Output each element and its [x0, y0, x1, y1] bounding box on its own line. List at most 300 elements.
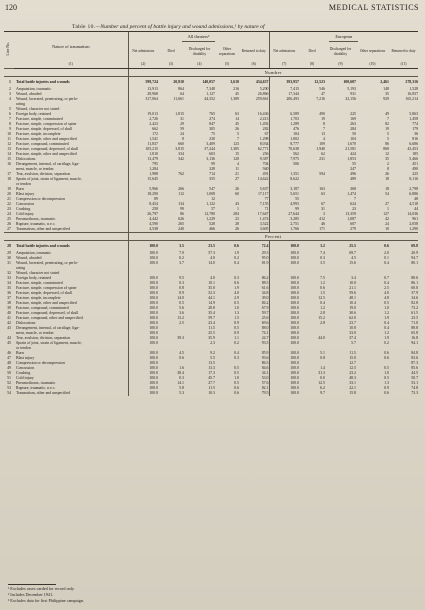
table-cell: 100.0: [128, 251, 158, 256]
row-label: Pneumothorax, traumatic: [16, 217, 56, 221]
table-cell: 11: [235, 167, 239, 171]
table-cell: 342: [178, 157, 184, 161]
table-cell: 21: [235, 172, 239, 176]
table-cell: 55: [269, 197, 299, 202]
table-cell: 94.7: [411, 256, 419, 260]
line-number: 34: [7, 281, 11, 285]
table-cell: 69.8: [411, 243, 419, 248]
table-cell: 931: [350, 92, 356, 96]
table-cell: 284: [233, 212, 239, 216]
line-number: 30: [7, 256, 11, 260]
table-cell: 0.5: [234, 301, 239, 305]
table-cell: 1.1: [234, 336, 239, 340]
row-label: Wound, abraded: [16, 92, 42, 96]
table-cell: 8: [182, 137, 184, 141]
table-cell: 0.6: [384, 243, 389, 248]
table-cell: 100.0: [128, 296, 158, 301]
line-number: 25: [7, 217, 11, 221]
line-number: 12: [7, 142, 11, 146]
table-cell: 1,988: [128, 172, 158, 177]
column-subheader: Net admissions: [269, 42, 299, 61]
table-cell: 69.7: [349, 251, 356, 255]
table-cell: 85.9: [261, 351, 269, 355]
table-cell: 17.3: [208, 371, 215, 375]
line-number: 9: [9, 127, 11, 131]
table-cell: 93.6: [261, 356, 269, 360]
table-cell: 0.6: [384, 391, 389, 395]
table-cell: 14.0: [208, 261, 215, 265]
table-cell: 84.6: [261, 366, 269, 370]
table-cell: 7: [354, 197, 356, 201]
line-number: 33: [7, 276, 11, 280]
table-cell: 31: [180, 117, 184, 121]
table-cell: 466: [209, 227, 215, 231]
table-cell: 6.2: [320, 386, 325, 390]
table-cell: 27.7: [208, 381, 215, 385]
table-cell: 100,607: [343, 79, 356, 84]
table-cell: 35: [385, 157, 389, 161]
column-number: (5): [215, 61, 239, 69]
column-number: (7): [269, 61, 299, 69]
table-cell: 0.4: [384, 281, 389, 285]
line-number: 39: [7, 306, 11, 310]
column-subheader: Died: [308, 49, 316, 54]
table-cell: 3,136: [206, 157, 215, 161]
table-cell: 1.9: [234, 286, 239, 290]
table-cell: 0.2: [234, 341, 239, 345]
table-cell: 412: [319, 217, 325, 221]
table-cell: 1,385: [230, 147, 239, 151]
row-label: Fracture, compound, comminuted: [16, 142, 69, 146]
table-cell: 929: [383, 97, 389, 101]
table-cell: 476: [269, 127, 299, 132]
table-cell: 74.8: [411, 386, 419, 390]
table-cell: 104: [269, 132, 299, 137]
line-number: 8: [9, 122, 11, 126]
table-cell: 23.5: [411, 316, 419, 320]
table-cell: 50.7: [411, 376, 419, 380]
table-cell: 5,290: [259, 87, 269, 91]
table-cell: 1,528: [409, 87, 419, 91]
table-cell: 65.8: [411, 331, 419, 335]
table-cell: 100.0: [128, 244, 158, 249]
table-cell: 48.1: [349, 296, 356, 300]
table-cell: 61.5: [411, 311, 419, 315]
table-cell: 2.9: [234, 296, 239, 300]
table-cell: 847: [209, 122, 215, 126]
table-cell: 1,474: [259, 217, 269, 221]
table-cell: 4.5: [351, 256, 356, 260]
table-cell: 100.0: [128, 316, 158, 321]
row-label: Sprain of joint, strain of ligament, muscle,: [16, 341, 82, 345]
line-number: 54: [7, 391, 11, 395]
table-cell: 7,975: [269, 157, 299, 162]
table-cell: 8: [387, 167, 389, 171]
table-cell: 1: [237, 207, 239, 211]
table-cell: 34.8: [261, 291, 269, 295]
table-cell: 489: [350, 177, 356, 181]
table-cell: 0.6: [384, 351, 389, 355]
table-cell: 100.0: [269, 321, 299, 326]
column-number-row: [4, 61, 418, 69]
line-number: 42: [7, 321, 11, 325]
table-cell: 5: [387, 132, 389, 136]
table-cell: 1,853: [347, 157, 356, 161]
table-cell: 123: [233, 142, 239, 146]
table-cell: 816: [412, 137, 419, 141]
table-cell: 0.6: [320, 286, 325, 290]
table-cell: 562: [269, 152, 299, 157]
table-cell: 15.2: [318, 316, 325, 320]
table-cell: 79.5: [261, 391, 269, 395]
table-cell: 11,837: [128, 142, 158, 147]
row-label: Rupture, traumatic, n.e.c.: [16, 222, 56, 226]
table-cell: 0.6: [384, 356, 389, 360]
table-cell: 546: [319, 87, 325, 91]
line-number: 32: [7, 271, 11, 275]
section-header-spacer: [4, 69, 14, 77]
table-cell: 1,703: [269, 117, 299, 122]
table-cell: 53.1: [411, 381, 419, 385]
table-cell: 100.0: [128, 256, 158, 261]
table-cell: 434,637: [255, 79, 269, 84]
table-cell: 491: [262, 172, 269, 176]
table-cell: 2.0: [384, 251, 389, 255]
table-cell: 60.0: [411, 286, 419, 290]
row-label: Fracture, simple, comminuted: [16, 117, 63, 121]
column-subheader: Returned to duty: [241, 49, 266, 54]
table-cell: 0.6: [234, 391, 239, 395]
group-header-all-theaters: All theaters²: [128, 32, 269, 43]
table-cell: 868: [383, 147, 389, 151]
table-cell: 0.9: [234, 321, 239, 325]
table-cell: 2,423: [128, 122, 158, 127]
table-row: [4, 177, 418, 182]
table-cell: 230: [209, 137, 215, 141]
line-number: 3: [9, 92, 11, 96]
line-number: 4: [9, 97, 11, 101]
table-cell: 52.3: [208, 291, 215, 295]
table-cell: 100.0: [128, 336, 158, 341]
table-cell: 20.9: [411, 251, 419, 255]
table-cell: 528: [209, 222, 215, 226]
table-cell: 7,415: [269, 87, 299, 92]
table-cell: 765: [209, 112, 215, 116]
table-cell: 9.2: [210, 351, 215, 355]
table-cell: 23: [235, 217, 239, 221]
table-cell: 100.0: [269, 311, 299, 316]
table-cell: 1,810: [128, 152, 158, 157]
table-cell: 12: [211, 197, 215, 201]
table-cell: 1.9: [234, 251, 239, 255]
table-cell: 25.5: [208, 331, 215, 335]
table-cell: 704: [262, 162, 269, 166]
row-label: Pneumothorax, traumatic: [16, 381, 56, 385]
row-label: ment, muscle, or tendon: [16, 167, 54, 171]
table-cell: 1,002: [269, 137, 299, 142]
table-cell: 10.0: [349, 281, 356, 285]
table-cell: 134: [178, 202, 184, 206]
table-cell: 100.0: [269, 356, 299, 361]
table-cell: 1,389: [230, 97, 239, 101]
page-number: 120: [5, 3, 17, 12]
table-cell: 0.2: [234, 256, 239, 260]
column-number: (10): [356, 61, 389, 69]
table-cell: 163: [319, 187, 325, 191]
table-cell: 82.1: [261, 386, 269, 390]
row-label: Compression or decompression: [16, 361, 66, 365]
table-cell: 31: [321, 207, 325, 211]
table-cell: 67: [321, 202, 325, 206]
table-cell: 89: [128, 197, 158, 202]
table-cell: 0.8: [179, 286, 184, 290]
table-cell: 59.7: [261, 311, 269, 315]
row-label: Fracture, simple, compression of spine: [16, 286, 77, 290]
table-cell: 23: [352, 207, 356, 211]
table-cell: 3,187: [269, 187, 299, 192]
line-number: 45: [7, 341, 11, 345]
table-cell: 0.5: [179, 301, 184, 305]
row-label: Cold injury: [16, 212, 34, 216]
table-cell: 100.0: [269, 351, 299, 356]
table-cell: 43,453: [407, 147, 419, 151]
table-cell: 33.1: [349, 381, 356, 385]
table-cell: 1.9: [384, 336, 389, 340]
line-number: 35: [7, 286, 11, 290]
table-cell: 23.4: [208, 321, 215, 325]
line-number: 44: [7, 336, 11, 340]
table-cell: 10.1: [208, 281, 215, 285]
table-cell: 44.1: [208, 296, 215, 300]
table-cell: 961: [412, 217, 419, 221]
table-cell: 23.5: [208, 243, 215, 248]
row-label: Fracture, compound, depressed, of skull: [16, 311, 79, 315]
table-cell: 100.0: [128, 341, 158, 346]
table-cell: 258: [128, 207, 158, 212]
table-cell: 81.9: [261, 261, 269, 265]
table-cell: 86.2: [261, 276, 269, 280]
row-label: Amputation, traumatic: [16, 251, 52, 255]
table-cell: 100.0: [269, 306, 299, 311]
table-cell: 5.3: [179, 391, 184, 395]
table-cell: 940: [262, 167, 269, 171]
table-cell: 5,863: [409, 112, 419, 116]
table-cell: 32,156: [345, 97, 356, 101]
table-cell: 100.0: [269, 301, 299, 306]
section-header-row: [4, 69, 418, 77]
line-number: 13: [7, 147, 11, 151]
table-cell: 3,409: [206, 142, 215, 146]
table-cell: 1,351: [269, 172, 299, 177]
table-row: [4, 244, 418, 249]
table-cell: 8,622: [269, 177, 299, 182]
table-cell: 99: [211, 162, 215, 166]
table-cell: 7.4: [320, 251, 325, 255]
table-cell: 496: [350, 172, 356, 176]
table-cell: 57: [211, 207, 215, 211]
table-cell: 45: [235, 92, 239, 96]
table-cell: 30.6: [349, 311, 356, 315]
table-cell: 5.8: [179, 386, 184, 390]
table-cell: 100.0: [269, 286, 299, 291]
group-header-row: [4, 32, 418, 43]
table-cell: 37.9: [411, 291, 419, 295]
column-number: (11): [389, 61, 418, 69]
table-cell: 100.0: [269, 386, 299, 391]
row-label: Concussion: [16, 202, 35, 206]
table-cell: 28.8: [208, 306, 215, 310]
table-cell: 88.8: [411, 326, 419, 330]
table-cell: 4,993: [269, 202, 299, 207]
table-cell: 2.8: [320, 311, 325, 315]
line-number: 47: [7, 356, 11, 360]
line-number: 10: [7, 132, 11, 136]
table-cell: 29.3: [261, 251, 269, 255]
table-cell: 2,461: [380, 79, 389, 84]
table-cell: 9.5: [179, 276, 184, 280]
line-number: 31: [7, 261, 11, 265]
row-label: Crushing: [16, 371, 31, 375]
table-cell: 59.7: [208, 316, 215, 320]
table-cell: 15.0: [349, 356, 356, 360]
table-cell: 8,454: [128, 202, 158, 207]
table-cell: 7: [387, 117, 389, 121]
table-cell: 35.0: [208, 286, 215, 290]
table-cell: 0.3: [179, 281, 184, 285]
table-cell: 10.3: [208, 391, 215, 395]
row-label: Dislocations: [16, 321, 36, 325]
line-number: 19: [7, 187, 11, 191]
footnote: ¹ Excludes cases carded for record only.: [8, 586, 75, 591]
table-cell: 100.0: [269, 296, 299, 301]
table-cell: 88.6: [411, 276, 419, 280]
table-cell: 4,538: [128, 227, 158, 233]
table-cell: 7,155: [259, 202, 269, 206]
table-cell: 3: [323, 212, 325, 216]
line-number: 50: [7, 371, 11, 375]
table-cell: 87.3: [411, 361, 419, 365]
row-label: Traumatism, other and unspecified: [16, 391, 71, 395]
table-cell: 4.0: [384, 291, 389, 295]
table-cell: 100.0: [269, 244, 299, 249]
table-cell: 1,541: [128, 137, 158, 142]
row-label: Blast injury: [16, 356, 35, 360]
table-cell: 1.3: [234, 311, 239, 315]
row-label: Fracture, simple, compression of spine: [16, 122, 77, 126]
table-cell: 100.0: [269, 381, 299, 386]
table-cell: 84.2: [261, 301, 269, 305]
table-cell: 100.0: [128, 391, 158, 396]
table-cell: 5,637: [259, 187, 269, 191]
table-cell: 38.4: [177, 371, 184, 375]
table-cell: 100.0: [128, 291, 158, 296]
table-cell: 169: [350, 117, 356, 121]
table-cell: 60: [235, 192, 239, 196]
table-cell: 12.5: [318, 381, 325, 385]
table-cell: 259,661: [255, 97, 269, 101]
table-cell: 1.0: [384, 371, 389, 375]
line-number: 37: [7, 296, 11, 300]
line-number: 53: [7, 386, 11, 390]
table-cell: 13,913: [128, 87, 158, 92]
table-cell: 13,479: [128, 157, 158, 162]
table-cell: 95.0: [261, 256, 269, 260]
table-cell: 334: [178, 152, 184, 156]
table-cell: 61.6: [261, 286, 269, 290]
table-cell: 490: [412, 167, 419, 171]
row-label: Fracture, compound, depressed, of skull: [16, 147, 79, 151]
table-cell: 8,116: [409, 177, 419, 181]
table-cell: 19: [321, 117, 325, 121]
column-subheader: Discharged for disability: [329, 47, 352, 56]
line-no-header: Line No.: [4, 32, 14, 69]
table-cell: 35.4: [208, 311, 215, 315]
table-cell: 100.0: [128, 331, 158, 336]
table-label: Table 10.: [72, 24, 96, 30]
table-cell: 127: [383, 212, 389, 216]
table-cell: 0.4: [234, 261, 239, 265]
row-label: rating: [16, 266, 26, 270]
table-cell: 1.0: [234, 376, 239, 380]
table-row: [4, 97, 418, 102]
table-cell: 80.1: [411, 261, 419, 265]
row-label: or tendon: [16, 182, 31, 186]
table-cell: 2,058: [409, 222, 419, 226]
table-cell: 6,589: [269, 112, 299, 117]
row-label: Amputation, traumatic: [16, 87, 52, 91]
table-cell: 43: [235, 202, 239, 206]
table-cell: 112: [178, 192, 184, 196]
table-cell: 1,229: [206, 217, 215, 221]
table-cell: 62,771: [257, 147, 269, 151]
table-cell: 240: [178, 227, 184, 231]
table-cell: 2.3: [210, 341, 215, 345]
table-cell: 626: [178, 217, 184, 221]
line-number: 28: [7, 243, 11, 248]
table-cell: 547: [209, 187, 215, 191]
table-cell: 8,034: [259, 142, 269, 146]
table-cell: 94.1: [411, 341, 419, 345]
table-cell: 5: [387, 137, 389, 141]
table-cell: 1.0: [384, 306, 389, 310]
table-cell: 1,127: [206, 92, 215, 96]
line-number: 6: [9, 112, 11, 116]
table-cell: 278,316: [405, 79, 419, 84]
table-cell: 13.2: [177, 316, 184, 320]
table-cell: 0.4: [384, 261, 389, 265]
table-cell: 3,522: [259, 222, 269, 226]
table-cell: 69.6: [261, 321, 269, 325]
table-cell: 185: [412, 152, 419, 156]
table-cell: 0.9: [234, 331, 239, 335]
table-cell: 0.6: [179, 356, 184, 360]
table-cell: 3.6: [179, 311, 184, 315]
row-label: Crushing: [16, 207, 31, 211]
table-cell: 4,442: [128, 217, 158, 222]
row-label: Sprain of joint, strain of ligament, muscle,: [16, 177, 82, 181]
table-cell: 7,348: [206, 87, 215, 91]
table-cell: 39.3: [177, 336, 184, 340]
row-label: or tendon: [16, 346, 31, 350]
line-number: 7: [9, 117, 11, 121]
table-cell: 3,285: [269, 217, 299, 222]
section-header-spacer: [4, 233, 14, 241]
footnote-rule: [8, 584, 56, 585]
table-cell: 171: [319, 227, 325, 231]
table-cell: 0.7: [384, 276, 389, 280]
table-cell: 11.5: [208, 326, 215, 330]
line-number: 29: [7, 251, 11, 255]
